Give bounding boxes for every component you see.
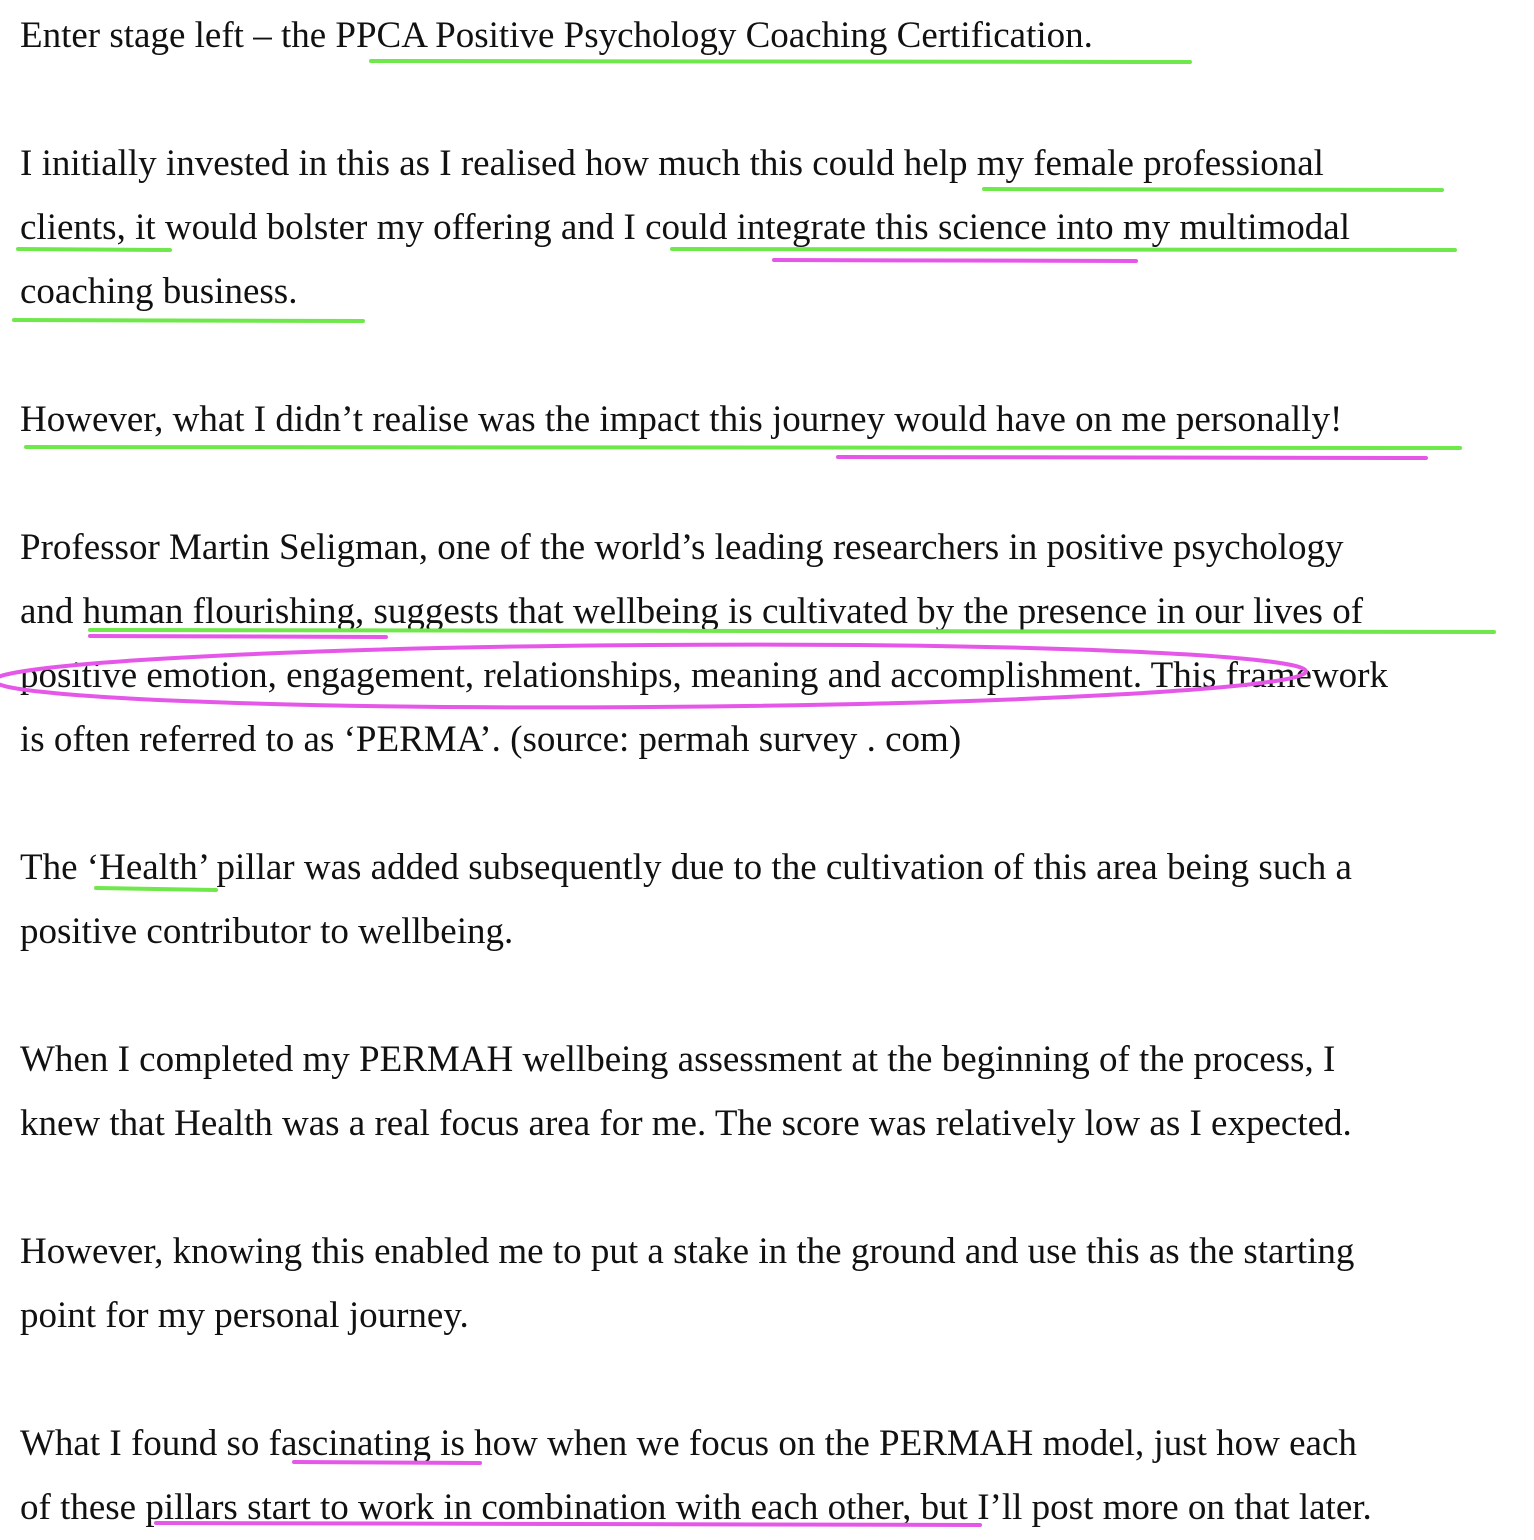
magenta-underline <box>90 636 386 637</box>
green-underline <box>96 888 216 890</box>
text-line: However, what I didn’t realise was the impact this journey would have on me personally! <box>20 399 1343 440</box>
text-line: Enter stage left – the PPCA Positive Psychology Coaching Certification. <box>20 15 1093 56</box>
text-line: clients, it would bolster my offering and I could integrate this science into my multimodal <box>20 207 1351 248</box>
magenta-underline <box>838 457 1426 458</box>
green-underline <box>984 189 1442 190</box>
text-line: positive emotion, engagement, relationships, meaning and accomplishment. This framework <box>20 655 1388 696</box>
text-line: and human flourishing, suggests that wellbeing is cultivated by the presence in our lives of <box>20 591 1364 632</box>
text-line: coaching business. <box>20 271 298 312</box>
text-line: When I completed my PERMAH wellbeing assessment at the beginning of the process, I <box>20 1039 1336 1080</box>
text-line: point for my personal journey. <box>20 1295 469 1336</box>
text-line: knew that Health was a real focus area for me. The score was relatively low as I expected. <box>20 1103 1352 1144</box>
green-underline <box>14 320 363 321</box>
text-line: What I found so fascinating is how when we focus on the PERMAH model, just how each <box>20 1423 1357 1464</box>
green-underline <box>371 61 1190 62</box>
text-line: However, knowing this enabled me to put a stake in the ground and use this as the starting <box>20 1231 1355 1272</box>
magenta-underline <box>774 260 1136 261</box>
text-line: I initially invested in this as I realised how much this could help my female professional <box>20 143 1324 184</box>
green-underline <box>672 249 1455 250</box>
text-line: is often referred to as ‘PERMA’. (source: permah survey . com) <box>20 719 962 760</box>
text-line: positive contributor to wellbeing. <box>20 911 514 952</box>
text-line: Professor Martin Seligman, one of the world’s leading researchers in positive psychology <box>20 527 1344 568</box>
green-underline <box>18 249 170 250</box>
text-line: of these pillars start to work in combination with each other, but I’ll post more on that later. <box>20 1487 1372 1528</box>
text-line: The ‘Health’ pillar was added subsequently due to the cultivation of this area being such a <box>20 847 1352 888</box>
green-underline <box>26 447 1460 448</box>
